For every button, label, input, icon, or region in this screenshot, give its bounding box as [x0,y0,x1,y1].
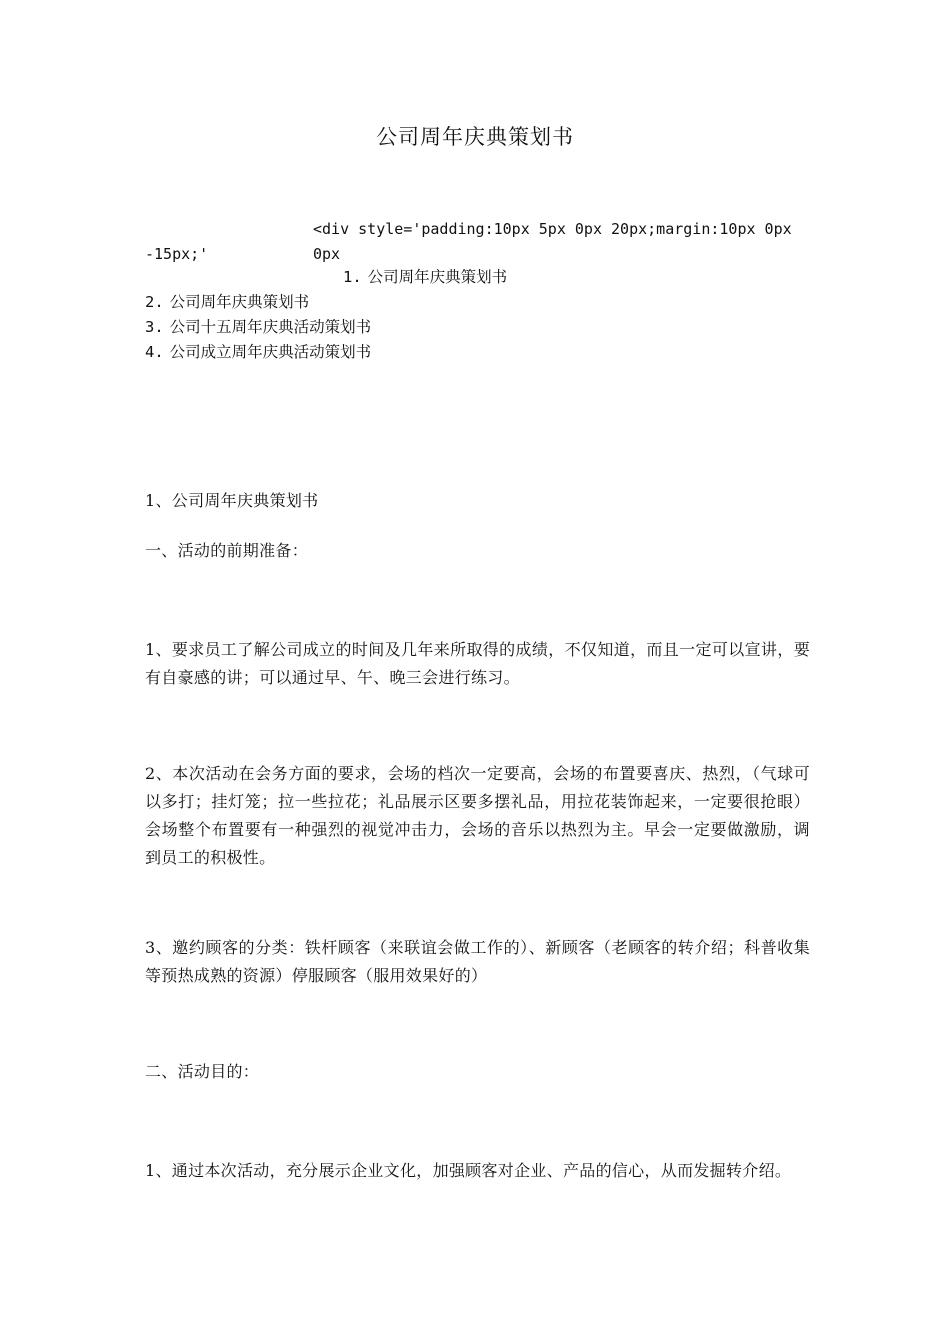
section-heading: 1、公司周年庆典策划书 [145,491,319,510]
toc-number: 1. [343,268,362,286]
document-title: 公司周年庆典策划书 [376,125,574,149]
paragraph-item-1: 1、要求员工了解公司成立的时间及几年来所取得的成绩，不仅知道，而且一定可以宣讲，要有自豪感的讲；可以通过早、午、晚三会进行练习。 [145,640,810,687]
heading-preparation: 一、活动的前期准备： [145,541,309,560]
toc-text: 公司十五周年庆典活动策划书 [169,318,372,336]
paragraph-item-3: 3、邀约顾客的分类：铁杆顾客（来联谊会做工作的）、新顾客（老顾客的转介绍；科普收集等预热成熟的资源）停服顾客（服用效果好的） [145,938,810,985]
toc-text: 公司成立周年庆典活动策划书 [169,343,372,361]
paragraph-goal-1: 1、通过本次活动，充分展示企业文化，加强顾客对企业、产品的信心，从而发掘转介绍。 [145,1161,792,1180]
toc-item[interactable] [145,315,371,340]
code-snippet-line-2: -15px;' [145,245,209,263]
heading-goals: 二、活动目的： [145,1062,260,1081]
toc-item[interactable] [145,340,371,365]
toc-number: 4. [145,343,164,361]
toc-text: 公司周年庆典策划书 [169,293,310,311]
toc-number: 2. [145,293,164,311]
toc-number: 3. [145,318,164,336]
toc-item[interactable] [145,290,309,315]
toc-item[interactable] [343,265,507,290]
code-snippet-line-1: <div style='padding:10px 5px 0px 20px;margin:10px 0px 0px [313,220,801,263]
paragraph-item-2: 2、本次活动在会务方面的要求，会场的档次一定要高，会场的布置要喜庆、热烈，（气球可以多打；挂灯笼；拉一些拉花；礼品展示区要多摆礼品，用拉花装饰起来，一定要很抢眼）会场整个布置要有一种强烈的视觉冲击力，会场的音乐以热烈为主。早会一定要做激励，调到员工的积极性。 [145,764,810,867]
toc-text: 公司周年庆典策划书 [367,268,508,286]
